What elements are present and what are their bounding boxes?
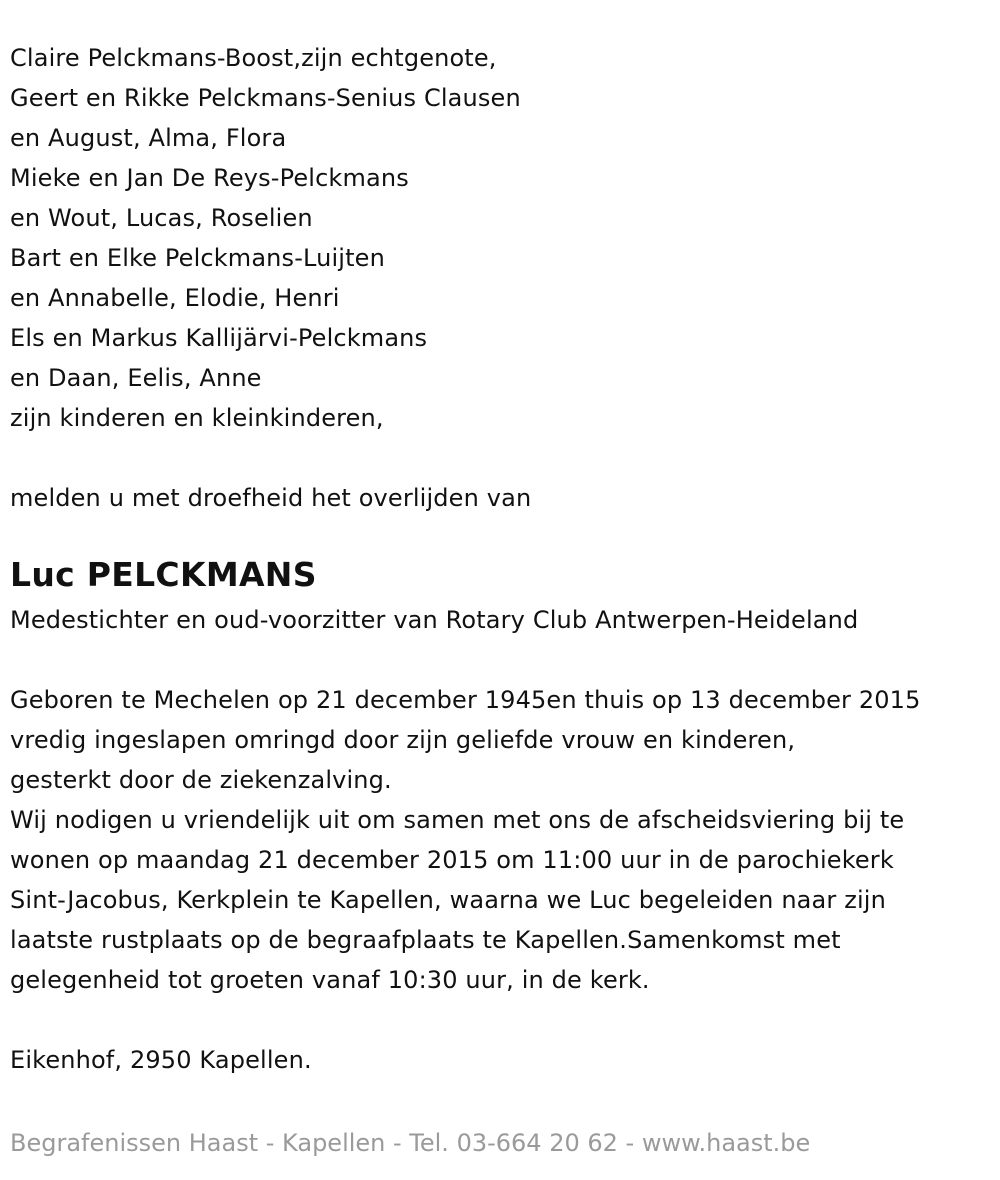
family-line: en Daan, Eelis, Anne [10,364,262,392]
family-line: zijn kinderen en kleinkinderen, [10,404,384,432]
family-line: en Wout, Lucas, Roselien [10,204,313,232]
family-line: Claire Pelckmans-Boost,zijn echtgenote, [10,44,497,72]
family-line: en August, Alma, Flora [10,124,287,152]
details-line: laatste rustplaats op de begraafplaats te Kapellen.Samenkomst met [10,926,841,954]
details-line: wonen op maandag 21 december 2015 om 11:00 uur in de parochiekerk [10,846,894,874]
details-line: gesterkt door de ziekenzalving. [10,766,392,794]
family-line: Geert en Rikke Pelckmans-Senius Clausen [10,84,521,112]
family-list [10,38,1000,438]
details-line: vredig ingeslapen omringd door zijn geliefde vrouw en kinderen, [10,726,796,754]
spacer [10,438,1000,478]
family-line: Els en Markus Kallijärvi-Pelckmans [10,324,428,352]
funeral-home-footer: Begrafenissen Haast - Kapellen - Tel. 03-664 20 62 - www.haast.be [10,1129,811,1157]
announcement-text: melden u met droefheid het overlijden van [10,484,532,512]
details-line: Sint-Jacobus, Kerkplein te Kapellen, waarna we Luc begeleiden naar zijn [10,886,886,914]
deceased-name: Luc PELCKMANS [10,555,317,594]
details-paragraph [10,680,1000,1000]
family-line: Mieke en Jan De Reys-Pelckmans [10,164,409,192]
family-line: Bart en Elke Pelckmans-Luijten [10,244,385,272]
family-line: en Annabelle, Elodie, Henri [10,284,340,312]
deceased-title: Medestichter en oud-voorzitter van Rotary Club Antwerpen-Heideland [10,606,859,634]
spacer [10,1000,1000,1040]
details-line: Geboren te Mechelen op 21 december 1945en thuis op 13 december 2015 [10,686,921,714]
spacer [10,640,1000,680]
details-line: gelegenheid tot groeten vanaf 10:30 uur, in de kerk. [10,966,650,994]
address-text: Eikenhof, 2950 Kapellen. [10,1046,312,1074]
details-line: Wij nodigen u vriendelijk uit om samen met ons de afscheidsviering bij te [10,806,905,834]
